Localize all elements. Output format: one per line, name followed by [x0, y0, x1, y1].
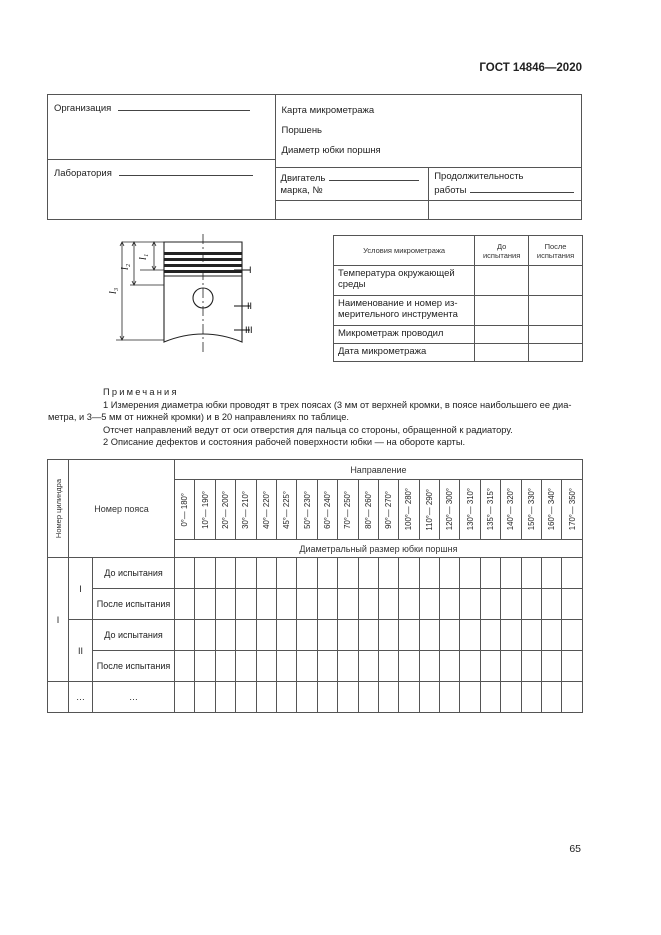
condition-before-cell[interactable]: [475, 296, 529, 326]
note-1-cont: метра, и 3—5 мм от нижней кромки) и в 20 направлениях по таблице.: [48, 412, 349, 423]
condition-row-label: Наименование и номер из-мерительного инструмента: [334, 296, 475, 326]
diameter-value-cell[interactable]: [276, 589, 296, 620]
condition-after-cell[interactable]: [529, 344, 583, 362]
condition-after-cell[interactable]: [529, 326, 583, 344]
diameter-value-cell[interactable]: [562, 589, 582, 620]
conditions-table: [333, 235, 583, 362]
belt-number: I: [69, 558, 93, 620]
diameter-value-cell[interactable]: [358, 682, 378, 713]
diameter-value-cell[interactable]: [542, 589, 562, 620]
diameter-value-cell[interactable]: [521, 589, 541, 620]
diameter-value-cell[interactable]: [501, 682, 521, 713]
diameter-value-cell[interactable]: [256, 651, 276, 682]
diameter-value-cell[interactable]: [276, 682, 296, 713]
direction-col-header: 10°— 190°: [195, 480, 215, 540]
card-title-cell: [275, 95, 581, 168]
diameter-value-cell[interactable]: [195, 682, 215, 713]
note-1: 1 Измерения диаметра юбки проводят в трех поясах (3 мм от верхней кромки, в поясе наибольшего ее диа-: [103, 399, 572, 410]
condition-after-cell[interactable]: [529, 296, 583, 326]
diameter-value-cell[interactable]: [419, 558, 439, 589]
diameter-value-cell[interactable]: [338, 589, 358, 620]
diameter-value-cell[interactable]: [175, 620, 195, 651]
state-after: После испытания: [93, 589, 175, 620]
condition-row-label: Дата микрометража: [334, 344, 475, 362]
direction-col-header: 20°— 200°: [215, 480, 235, 540]
diameter-value-cell[interactable]: [399, 589, 419, 620]
diameter-value-cell[interactable]: [317, 620, 337, 651]
diameter-value-cell[interactable]: [562, 558, 582, 589]
diameter-value-cell[interactable]: [236, 682, 256, 713]
diameter-value-cell[interactable]: [399, 651, 419, 682]
engine-model-label: марка, №: [280, 185, 323, 196]
diameter-value-cell[interactable]: [195, 589, 215, 620]
direction-col-header: 40°— 220°: [256, 480, 276, 540]
diameter-value-cell[interactable]: [480, 682, 500, 713]
organization-cell: [48, 95, 276, 160]
notes-title: Примечания: [103, 387, 179, 397]
diameter-value-cell[interactable]: [256, 620, 276, 651]
diameter-value-cell[interactable]: [542, 620, 562, 651]
diameter-value-cell[interactable]: [521, 651, 541, 682]
engine-line[interactable]: [329, 171, 419, 181]
duration-label: Продолжительность: [434, 171, 524, 182]
diameter-header: Диаметральный размер юбки поршня: [175, 540, 583, 558]
diameter-value-cell[interactable]: [215, 682, 235, 713]
diameter-value-cell[interactable]: [378, 558, 398, 589]
diameter-value-cell[interactable]: [358, 651, 378, 682]
belt-header: Номер пояса: [69, 460, 175, 558]
direction-header: Направление: [175, 460, 583, 480]
diameter-value-cell[interactable]: [338, 651, 358, 682]
diameter-value-cell[interactable]: [236, 589, 256, 620]
diameter-value-cell[interactable]: [236, 651, 256, 682]
diameter-value-cell[interactable]: [378, 651, 398, 682]
belt-number: II: [69, 620, 93, 682]
direction-col-header: 135°— 315°: [480, 480, 500, 540]
condition-row-label: Микрометраж проводил: [334, 326, 475, 344]
diameter-value-cell[interactable]: [440, 682, 460, 713]
cylinder-number: [48, 682, 69, 713]
note-2: 2 Описание дефектов и состояния рабочей поверхности юбки — на обороте карты.: [103, 437, 466, 448]
direction-col-header: 0°— 180°: [175, 480, 195, 540]
diameter-value-cell[interactable]: [460, 589, 480, 620]
direction-col-header: 150°— 330°: [521, 480, 541, 540]
diameter-value-cell[interactable]: [358, 558, 378, 589]
diameter-value-cell[interactable]: [419, 589, 439, 620]
diameter-value-cell[interactable]: [460, 682, 480, 713]
diameter-value-cell[interactable]: [358, 620, 378, 651]
diameter-value-cell[interactable]: [215, 558, 235, 589]
direction-col-header: 80°— 260°: [358, 480, 378, 540]
diameter-value-cell[interactable]: [562, 682, 582, 713]
diameter-value-cell[interactable]: [338, 682, 358, 713]
diameter-value-cell[interactable]: [501, 558, 521, 589]
direction-col-header: 50°— 230°: [297, 480, 317, 540]
diameter-value-cell[interactable]: [236, 558, 256, 589]
duration-label-2: работы: [434, 185, 467, 196]
diameter-value-cell[interactable]: [542, 682, 562, 713]
dim-l2: l₂: [120, 263, 131, 270]
direction-col-header: 140°— 320°: [501, 480, 521, 540]
diameter-value-cell[interactable]: [175, 651, 195, 682]
measure-name: Диаметр юбки поршня: [281, 145, 381, 156]
condition-row-label: Температура окружающей среды: [334, 266, 475, 296]
diameter-value-cell[interactable]: [440, 620, 460, 651]
diameter-value-cell[interactable]: [399, 558, 419, 589]
zone-label-1: I: [249, 265, 252, 275]
direction-col-header: 30°— 210°: [236, 480, 256, 540]
diameter-value-cell[interactable]: [378, 682, 398, 713]
diameter-value-cell[interactable]: [501, 620, 521, 651]
conditions-header: Условия микрометража: [334, 236, 475, 266]
condition-before-cell[interactable]: [475, 344, 529, 362]
direction-col-header: 90°— 270°: [378, 480, 398, 540]
state-after: После испытания: [93, 651, 175, 682]
zone-label-3: III: [245, 325, 253, 335]
diameter-value-cell[interactable]: [460, 620, 480, 651]
direction-col-header: 170°— 350°: [562, 480, 582, 540]
diameter-value-cell[interactable]: [317, 651, 337, 682]
diameter-value-cell[interactable]: [215, 651, 235, 682]
diameter-value-cell[interactable]: [440, 589, 460, 620]
belt-ellipsis: …: [69, 682, 93, 713]
diameter-value-cell[interactable]: [317, 589, 337, 620]
state-before: До испытания: [93, 558, 175, 589]
direction-col-header: 160°— 340°: [542, 480, 562, 540]
micrometry-table: [47, 459, 583, 713]
diameter-value-cell[interactable]: [399, 682, 419, 713]
diameter-value-cell[interactable]: [236, 620, 256, 651]
organization-label: Организация: [54, 103, 112, 114]
diameter-value-cell[interactable]: [419, 620, 439, 651]
diameter-value-cell[interactable]: [297, 558, 317, 589]
diameter-value-cell[interactable]: [399, 620, 419, 651]
diameter-value-cell[interactable]: [195, 651, 215, 682]
piston-drawing: [108, 230, 268, 360]
diameter-value-cell[interactable]: [378, 589, 398, 620]
laboratory-cell: [48, 160, 276, 220]
note-1-direction: Отсчет направлений ведут от оси отверстия для пальца со стороны, обращенной к радиатору.: [103, 424, 513, 435]
diameter-value-cell[interactable]: [175, 682, 195, 713]
diameter-value-cell[interactable]: [440, 651, 460, 682]
diameter-value-cell[interactable]: [175, 558, 195, 589]
diameter-value-cell[interactable]: [297, 651, 317, 682]
diameter-value-cell[interactable]: [521, 620, 541, 651]
diameter-value-cell[interactable]: [256, 589, 276, 620]
laboratory-label: Лаборатория: [54, 168, 112, 179]
dim-l1: l₁: [138, 253, 149, 260]
before-header: До испытания: [475, 236, 529, 266]
condition-before-cell[interactable]: [475, 266, 529, 296]
diameter-value-cell[interactable]: [501, 589, 521, 620]
diameter-value-cell[interactable]: [195, 620, 215, 651]
duration-line[interactable]: [470, 183, 574, 193]
diameter-value-cell[interactable]: [419, 651, 439, 682]
duration-value-cell[interactable]: [429, 201, 582, 220]
condition-before-cell[interactable]: [475, 326, 529, 344]
condition-after-cell[interactable]: [529, 266, 583, 296]
notes: [48, 386, 583, 449]
diameter-value-cell[interactable]: [276, 651, 296, 682]
diameter-value-cell[interactable]: [521, 558, 541, 589]
diameter-value-cell[interactable]: [215, 589, 235, 620]
engine-label: Двигатель: [280, 173, 326, 184]
diameter-value-cell[interactable]: [215, 620, 235, 651]
page-number: 65: [569, 843, 581, 855]
diameter-value-cell[interactable]: [195, 558, 215, 589]
state-ellipsis: …: [93, 682, 175, 713]
diameter-value-cell[interactable]: [419, 682, 439, 713]
diameter-value-cell[interactable]: [297, 682, 317, 713]
diameter-value-cell[interactable]: [297, 589, 317, 620]
diameter-value-cell[interactable]: [338, 620, 358, 651]
diameter-value-cell[interactable]: [521, 682, 541, 713]
diameter-value-cell[interactable]: [542, 651, 562, 682]
diameter-value-cell[interactable]: [480, 651, 500, 682]
header-form: [47, 94, 582, 220]
state-before: До испытания: [93, 620, 175, 651]
zone-label-2: II: [247, 301, 253, 311]
diameter-value-cell[interactable]: [276, 558, 296, 589]
direction-col-header: 120°— 300°: [440, 480, 460, 540]
direction-col-header: 100°— 280°: [399, 480, 419, 540]
cylinder-header: Номер цилиндра: [48, 460, 69, 558]
diameter-value-cell[interactable]: [378, 620, 398, 651]
standard-number: ГОСТ 14846—2020: [479, 62, 582, 74]
diameter-value-cell[interactable]: [297, 620, 317, 651]
diameter-value-cell[interactable]: [460, 651, 480, 682]
diameter-value-cell[interactable]: [175, 589, 195, 620]
organization-line[interactable]: [118, 101, 250, 111]
engine-cell: [275, 168, 429, 201]
direction-col-header: 60°— 240°: [317, 480, 337, 540]
diameter-value-cell[interactable]: [338, 558, 358, 589]
diameter-value-cell[interactable]: [317, 558, 337, 589]
diameter-value-cell[interactable]: [358, 589, 378, 620]
cylinder-number: I: [48, 558, 69, 682]
part-name: Поршень: [281, 125, 323, 136]
duration-cell: [429, 168, 582, 201]
diameter-value-cell[interactable]: [562, 620, 582, 651]
diameter-value-cell[interactable]: [256, 682, 276, 713]
engine-value-cell[interactable]: [275, 201, 429, 220]
dim-l3: l₃: [108, 287, 119, 294]
laboratory-line[interactable]: [119, 166, 253, 176]
diameter-value-cell[interactable]: [256, 558, 276, 589]
diameter-value-cell[interactable]: [317, 682, 337, 713]
direction-col-header: 70°— 250°: [338, 480, 358, 540]
diameter-value-cell[interactable]: [480, 620, 500, 651]
diameter-value-cell[interactable]: [480, 558, 500, 589]
direction-col-header: 130°— 310°: [460, 480, 480, 540]
direction-col-header: 110°— 290°: [419, 480, 439, 540]
diameter-value-cell[interactable]: [480, 589, 500, 620]
diameter-value-cell[interactable]: [460, 558, 480, 589]
diameter-value-cell[interactable]: [501, 651, 521, 682]
direction-col-header: 45°— 225°: [276, 480, 296, 540]
card-title: Карта микрометража: [281, 105, 375, 116]
diameter-value-cell[interactable]: [562, 651, 582, 682]
after-header: После испытания: [529, 236, 583, 266]
diameter-value-cell[interactable]: [542, 558, 562, 589]
diameter-value-cell[interactable]: [440, 558, 460, 589]
diameter-value-cell[interactable]: [276, 620, 296, 651]
